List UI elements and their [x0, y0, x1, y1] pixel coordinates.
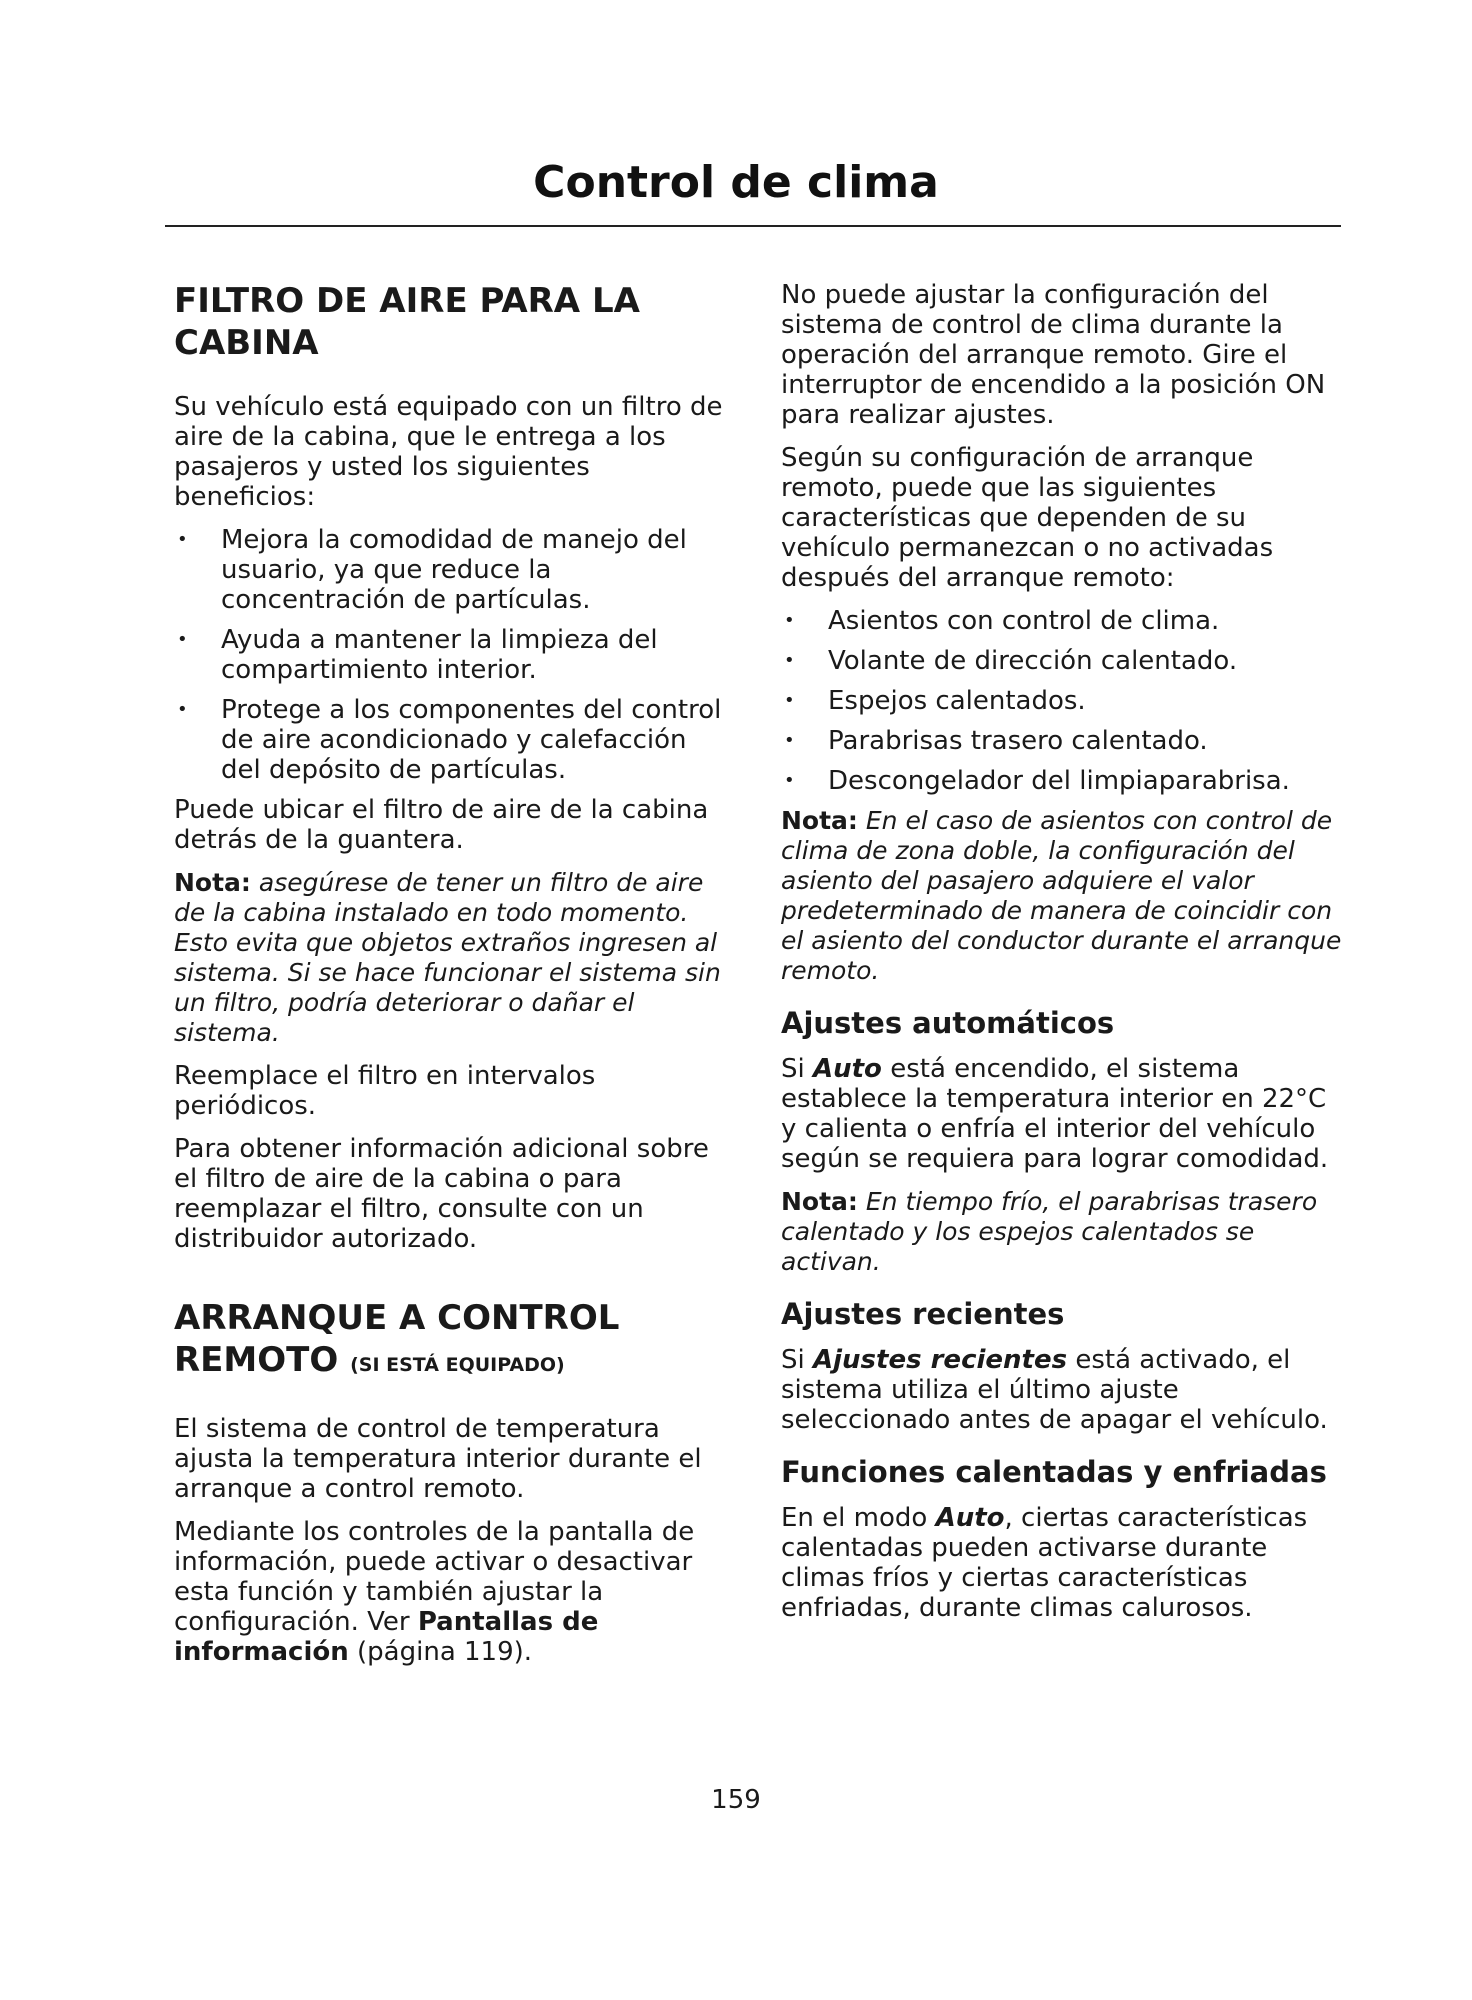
list-item: • Volante de dirección calentado.	[781, 646, 1347, 676]
section-spacer	[174, 1267, 734, 1297]
remote-start-p2-start: Mediante los controles de la pantalla de información, puede activar o desactivar esta función y también ajustar la configuración. Ver	[174, 1517, 695, 1637]
filter-more-info-text: Para obtener información adicional sobre el filtro de aire de la cabina o para reemplazar el filtro, consulte con un distribuidor autorizado.	[174, 1134, 709, 1254]
remote-start-heading-text: ARRANQUE A CONTROL REMOTO	[174, 1298, 620, 1380]
heated-post: , ciertas características calentadas pueden activarse durante climas fríos y ciertas características enfriadas, durante climas calurosos.	[781, 1503, 1308, 1623]
auto-settings-heading: Ajustes automáticos	[781, 1006, 1115, 1040]
remote-start-p1: El sistema de control de temperatura ajusta la temperatura interior durante el arranque a control remoto.	[174, 1414, 702, 1504]
left-column	[174, 280, 734, 1680]
remote-start-p2-end: (página 119).	[348, 1637, 533, 1667]
list-item: • Parabrisas trasero calentado.	[781, 726, 1347, 756]
list-item: • Ayuda a mantener la limpieza del compartimiento interior.	[174, 625, 734, 685]
list-item: • Protege a los componentes del control de aire acondicionado y calefacción del depósito de partículas.	[174, 695, 734, 785]
note-label: Nota:	[781, 806, 858, 835]
filter-note	[174, 868, 734, 1048]
note-label: Nota:	[781, 1187, 858, 1216]
auto-keyword: Auto	[813, 1054, 882, 1084]
list-item: • Mejora la comodidad de manejo del usuario, ya que reduce la concentración de partículas.	[174, 525, 734, 615]
auto-note	[781, 1187, 1347, 1277]
info-displays-link[interactable]: Pantallas de información	[174, 1607, 599, 1667]
note-text: En tiempo frío, el parabrisas trasero calentado y los espejos calentados se activan.	[781, 1187, 1318, 1276]
right-column	[781, 280, 1347, 1636]
auto-post: está encendido, el sistema establece la temperatura interior en 22°C y calienta o enfría el interior del vehículo según se requiera para lograr comodidad.	[781, 1054, 1329, 1174]
list-item: • Asientos con control de clima.	[781, 606, 1347, 636]
cabin-filter-intro: Su vehículo está equipado con un filtro de aire de la cabina, que le entrega a los pasajeros y usted los siguientes beneficios:	[174, 392, 723, 512]
filter-location-text: Puede ubicar el filtro de aire de la cabina detrás de la guantera.	[174, 795, 709, 855]
remote-start-adjust-text: No puede ajustar la configuración del sistema de control de clima durante la operación del arranque remoto. Gire el interruptor de encendido a la posición ON para realizar ajustes.	[781, 280, 1326, 430]
note-text: En el caso de asientos con control de clima de zona doble, la configuración del asiento del pasajero adquiere el valor predeterminado de manera de coincidir con el asiento del conductor durante el arranque remoto.	[781, 806, 1342, 985]
recent-keyword: Ajustes recientes	[813, 1345, 1068, 1375]
note-text: asegúrese de tener un filtro de aire de la cabina instalado en todo momento. Esto evita que objetos extraños ingresen al sistema. Si se hace funcionar el sistema sin un filtro, podría deteriorar o dañar el sistema.	[174, 868, 721, 1047]
page-title: Control de clima	[533, 157, 939, 208]
list-item: • Descongelador del limpiaparabrisa.	[781, 766, 1347, 796]
heated-pre: En el modo	[781, 1503, 936, 1533]
dual-zone-note	[781, 806, 1347, 986]
remote-start-features-list	[781, 606, 1347, 796]
note-label: Nota:	[174, 868, 251, 897]
remote-start-heading-suffix: (SI ESTÁ EQUIPADO)	[350, 1354, 565, 1376]
remote-start-heading	[174, 1297, 734, 1386]
recent-post: está activado, el sistema utiliza el último ajuste seleccionado antes de apagar el vehículo.	[781, 1345, 1328, 1435]
page-number: 159	[711, 1785, 761, 1815]
title-divider	[165, 225, 1341, 227]
filter-replace-text: Reemplace el filtro en intervalos periódicos.	[174, 1061, 596, 1121]
cabin-air-filter-heading: FILTRO DE AIRE PARA LA CABINA	[174, 281, 640, 363]
cabin-filter-benefits-list	[174, 525, 734, 785]
recent-settings-text	[781, 1345, 1347, 1435]
auto-pre: Si	[781, 1054, 813, 1084]
remote-start-p2	[174, 1517, 734, 1667]
list-item: • Espejos calentados.	[781, 686, 1347, 716]
auto-settings-text	[781, 1054, 1347, 1174]
heated-cooled-text	[781, 1503, 1347, 1623]
heated-cooled-heading: Funciones calentadas y enfriadas	[781, 1455, 1327, 1489]
heated-keyword: Auto	[935, 1503, 1005, 1533]
recent-settings-heading: Ajustes recientes	[781, 1297, 1065, 1331]
recent-pre: Si	[781, 1345, 813, 1375]
remote-start-features-intro: Según su configuración de arranque remoto, puede que las siguientes características que dependen de su vehículo permanezcan o no activadas después del arranque remoto:	[781, 443, 1274, 593]
